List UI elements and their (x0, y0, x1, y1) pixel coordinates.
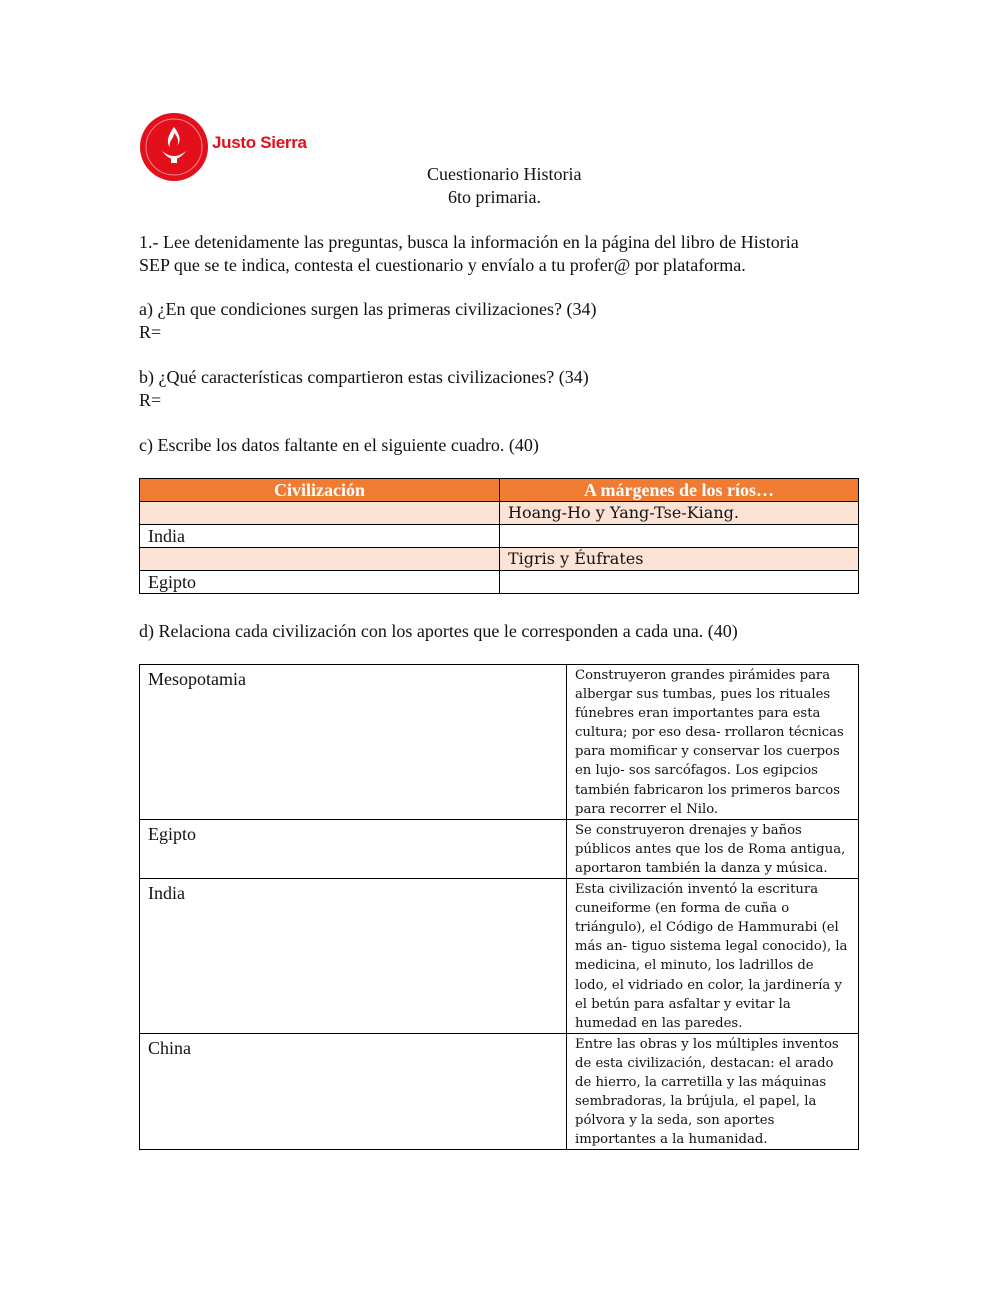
contribution-line: triángulo), el Código de Hammurabi (el (575, 920, 839, 936)
civilization-cell: Egipto (140, 571, 500, 594)
question-a: a) ¿En que condiciones surgen las primeras civilizaciones? (34) (139, 299, 597, 319)
rivers-table (139, 478, 859, 594)
instructions-line-1: 1.- Lee detenidamente las preguntas, busca la información en la página del libro de Historia (139, 232, 799, 252)
contribution-line: Se construyeron drenajes y baños (575, 822, 802, 838)
rivers-cell-blank[interactable] (500, 525, 859, 548)
contribution-line: fúnebres eran importantes para esta (575, 706, 821, 722)
table-row (140, 879, 859, 1034)
page-subtitle: 6to primaria. (448, 187, 541, 207)
match-civilization[interactable]: China (140, 1033, 567, 1150)
contribution-line: de esta civilización, destacan: el arado (575, 1055, 834, 1071)
table-row (140, 548, 859, 571)
contribution-line: de hierro, la carretilla y las máquinas (575, 1074, 827, 1090)
contribution-line: en lujo- sos sarcófagos. Los egipcios (575, 763, 818, 779)
table-row (140, 571, 859, 594)
header-rivers: A márgenes de los ríos… (500, 479, 859, 502)
match-contribution[interactable] (567, 665, 859, 820)
logo-emblem (140, 113, 208, 181)
contribution-line: cuneiforme (en forma de cuña o (575, 901, 790, 917)
flame-icon (140, 113, 208, 181)
match-contribution[interactable] (567, 879, 859, 1034)
contribution-line: albergar sus tumbas, pues los rituales (575, 687, 831, 703)
contribution-line: humedad en las paredes. (575, 1015, 743, 1031)
contribution-line: para momificar y conservar los cuerpos (575, 744, 840, 760)
match-contribution[interactable] (567, 1033, 859, 1150)
rivers-table-header (140, 479, 859, 502)
match-civilization[interactable]: Egipto (140, 819, 567, 878)
page-title: Cuestionario Historia (427, 164, 582, 184)
instructions-line-2: SEP que se te indica, contesta el cuestionario y envíalo a tu profer@ por plataforma. (139, 255, 746, 275)
table-row (140, 1033, 859, 1150)
table-row (140, 819, 859, 878)
contribution-line: aportaron también la danza y música. (575, 860, 828, 876)
table-row (140, 665, 859, 820)
match-table (139, 664, 859, 1150)
match-civilization[interactable]: India (140, 879, 567, 1034)
contribution-line: el betún para asfaltar y evitar la (575, 996, 791, 1012)
contribution-line: para recorrer el Nilo. (575, 801, 719, 817)
contribution-line: sembradoras, la brújula, el papel, la (575, 1094, 817, 1110)
school-logo (140, 113, 320, 183)
answer-label-a: R= (139, 322, 162, 342)
contribution-line: cultura; por eso desa- rrollaron técnicas (575, 725, 844, 741)
civilization-cell-blank[interactable] (140, 502, 500, 525)
contribution-line: Esta civilización inventó la escritura (575, 882, 819, 898)
answer-label-b: R= (139, 390, 162, 410)
question-b: b) ¿Qué características compartieron estas civilizaciones? (34) (139, 367, 589, 387)
rivers-cell: Tigris y Éufrates (500, 548, 859, 571)
contribution-line: Construyeron grandes pirámides para (575, 668, 831, 683)
logo-brand-text: Justo Sierra (212, 133, 307, 152)
question-c: c) Escribe los datos faltante en el siguiente cuadro. (40) (139, 435, 539, 455)
header-civilization: Civilización (140, 479, 500, 502)
civilization-cell: India (140, 525, 500, 548)
match-contribution[interactable] (567, 819, 859, 878)
contribution-line: lodo, el vidriado en color, la jardinería y (575, 977, 842, 993)
rivers-cell: Hoang-Ho y Yang-Tse-Kiang. (500, 502, 859, 525)
contribution-line: medicina, el minuto, los ladrillos de (575, 958, 814, 974)
table-row (140, 502, 859, 525)
contribution-line: también fabricaron los primeros barcos (575, 782, 840, 798)
rivers-cell-blank[interactable] (500, 571, 859, 594)
match-civilization[interactable]: Mesopotamia (140, 665, 567, 820)
contribution-line: pólvora y la seda, son aportes (575, 1113, 775, 1129)
contribution-line: más an- tiguo sistema legal conocido), la (575, 939, 848, 955)
contribution-line: públicos antes que los de Roma antigua, (575, 841, 846, 857)
contribution-line: Entre las obras y los múltiples inventos (575, 1036, 839, 1052)
contribution-line: importantes a la humanidad. (575, 1132, 768, 1148)
civilization-cell-blank[interactable] (140, 548, 500, 571)
table-row (140, 525, 859, 548)
question-d: d) Relaciona cada civilización con los aportes que le corresponden a cada una. (40) (139, 621, 738, 641)
